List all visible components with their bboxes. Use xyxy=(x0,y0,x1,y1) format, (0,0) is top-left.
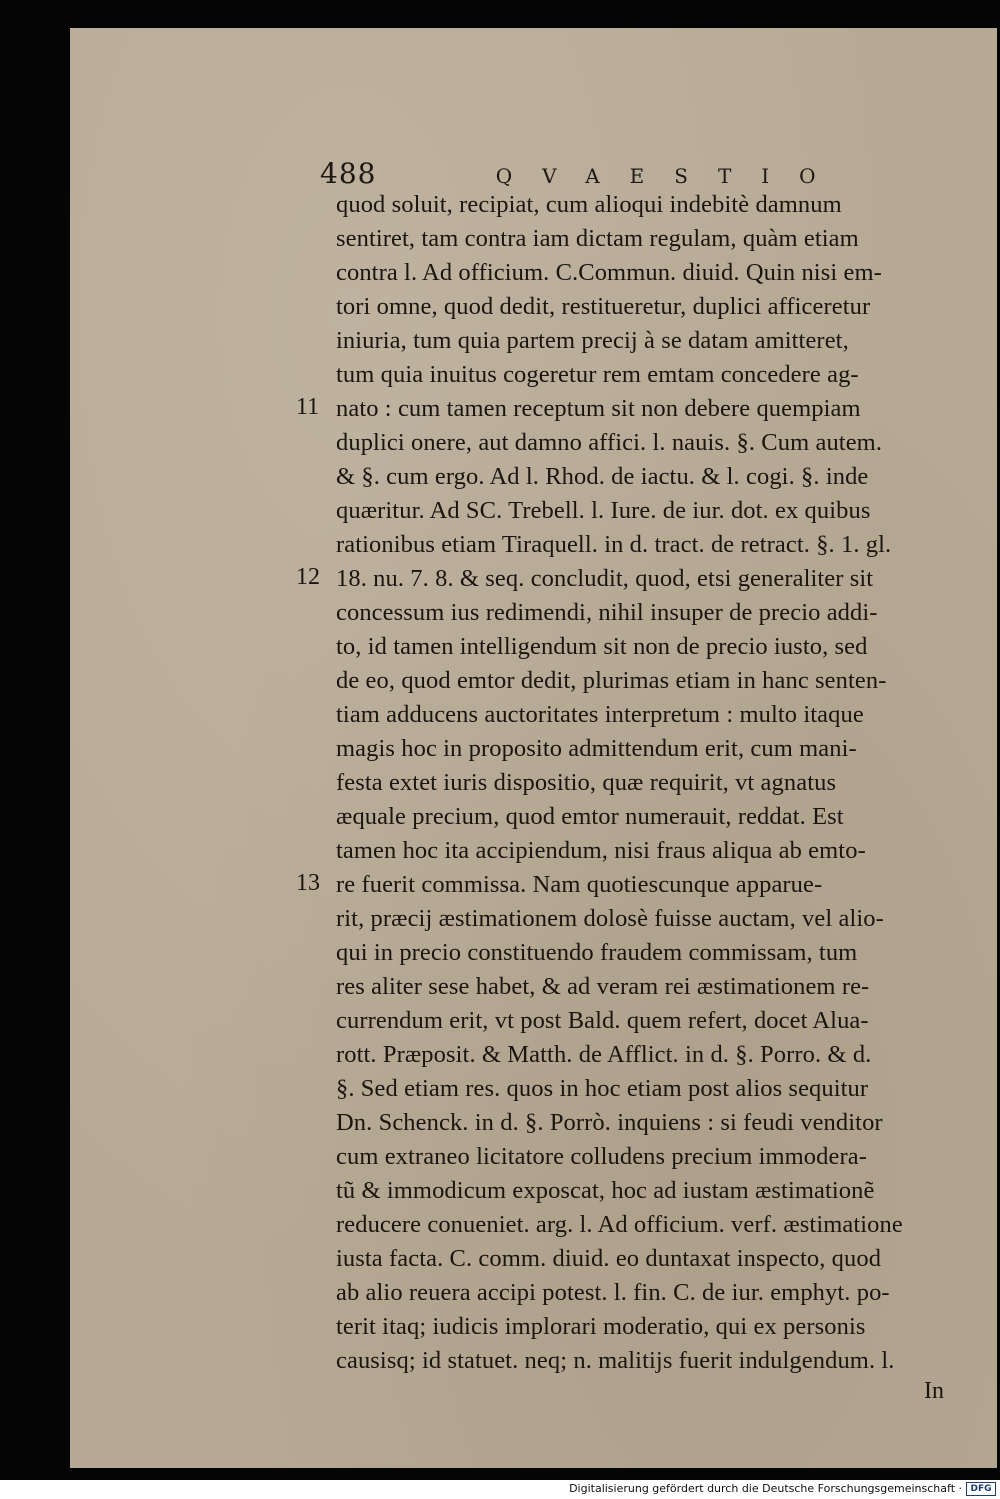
text-line: nato : cum tamen receptum sit non debere quempiam xyxy=(336,395,861,422)
text-line: & §. cum ergo. Ad l. Rhod. de iactu. & l. cogi. §. inde xyxy=(336,463,869,490)
funding-notice: Digitalisierung gefördert durch die Deutsche Forschungsgemeinschaft · xyxy=(569,1482,962,1495)
page-number: 488 xyxy=(320,157,377,190)
text-line: iusta facta. C. comm. diuid. eo duntaxat inspecto, quod xyxy=(336,1245,882,1272)
text-line: to, id tamen intelligendum sit non de precio iusto, sed xyxy=(336,633,868,660)
margin-note: 11 xyxy=(296,394,320,420)
running-title: QVAESTIO xyxy=(495,164,846,188)
margin-note: 12 xyxy=(296,564,320,590)
text-line: Dn. Schenck. in d. §. Porrò. inquiens : si feudi venditor xyxy=(336,1109,883,1136)
text-line: iniuria, tum quia partem precij à se datam amitteret, xyxy=(336,327,849,354)
text-line: cum extraneo licitatore colludens precium immodera- xyxy=(336,1143,867,1170)
text-line: re fuerit commissa. Nam quotiescunque apparue- xyxy=(336,871,823,898)
page-header xyxy=(320,157,846,190)
text-line: rit, præcij æstimationem dolosè fuisse auctam, vel alio- xyxy=(336,905,884,932)
text-line: rott. Præposit. & Matth. de Afflict. in d. §. Porro. & d. xyxy=(336,1041,872,1068)
text-line: concessum ius redimendi, nihil insuper de precio addi- xyxy=(336,599,878,626)
text-line: terit itaq; iudicis implorari moderatio, qui ex personis xyxy=(336,1313,866,1340)
margin-note: 13 xyxy=(296,870,320,896)
text-line: ab alio reuera accipi potest. l. fin. C. de iur. emphyt. po- xyxy=(336,1279,890,1306)
text-line: qui in precio constituendo fraudem commissam, tum xyxy=(336,939,858,966)
text-line: duplici onere, aut damno affici. l. nauis. §. Cum autem. xyxy=(336,429,883,456)
text-line: res aliter sese habet, & ad veram rei æstimationem re- xyxy=(336,973,870,1000)
text-line: tũ & immodicum exposcat, hoc ad iustam æstimationẽ xyxy=(336,1177,875,1204)
text-line: reducere conueniet. arg. l. Ad officium. verf. æstimatione xyxy=(336,1211,903,1238)
text-line: sentiret, tam contra iam dictam regulam, quàm etiam xyxy=(336,225,859,252)
text-line: contra l. Ad officium. C.Commun. diuid. Quin nisi em- xyxy=(336,259,882,286)
text-line: tum quia inuitus cogeretur rem emtam concedere ag- xyxy=(336,361,859,388)
text-line: æquale precium, quod emtor numerauit, reddat. Est xyxy=(336,803,844,830)
text-line: currendum erit, vt post Bald. quem refert, docet Alua- xyxy=(336,1007,869,1034)
text-line: magis hoc in proposito admittendum erit, cum mani- xyxy=(336,735,857,762)
text-line: festa extet iuris dispositio, quæ requirit, vt agnatus xyxy=(336,769,837,796)
text-line: 18. nu. 7. 8. & seq. concludit, quod, etsi generaliter sit xyxy=(336,565,874,592)
text-line: quod soluit, recipiat, cum alioqui indebitè damnum xyxy=(336,191,842,218)
text-line: tiam adducens auctoritates interpretum : multo itaque xyxy=(336,701,864,728)
dfg-logo[interactable]: DFG xyxy=(966,1482,996,1496)
text-line: tori omne, quod dedit, restitueretur, duplici afficeretur xyxy=(336,293,871,320)
text-line: quæritur. Ad SC. Trebell. l. Iure. de iur. dot. ex quibus xyxy=(336,497,871,524)
footer-bar xyxy=(0,1480,1000,1499)
text-line: rationibus etiam Tiraquell. in d. tract. de retract. §. 1. gl. xyxy=(336,531,892,558)
text-line: §. Sed etiam res. quos in hoc etiam post alios sequitur xyxy=(336,1075,869,1102)
text-line: causisq; id statuet. neq; n. malitijs fuerit indulgendum. l. xyxy=(336,1347,895,1374)
text-line: tamen hoc ita accipiendum, nisi fraus aliqua ab emto- xyxy=(336,837,866,864)
text-line: de eo, quod emtor dedit, plurimas etiam in hanc senten- xyxy=(336,667,887,694)
catchword: In xyxy=(924,1378,944,1404)
